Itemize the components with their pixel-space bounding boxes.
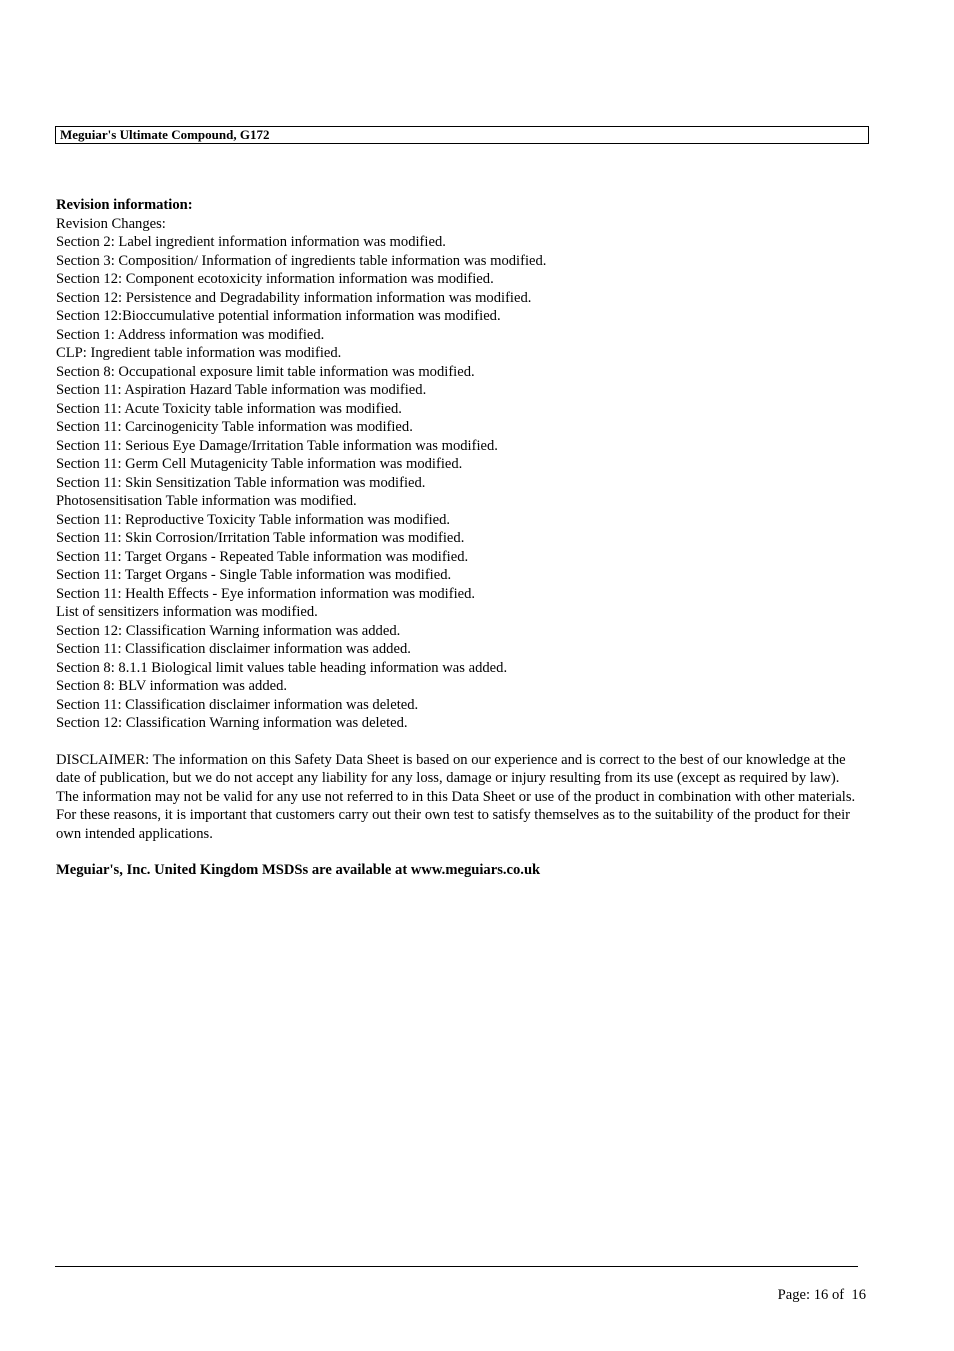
revision-change-item: Section 11: Carcinogenicity Table information was modified. bbox=[56, 419, 413, 435]
revision-change-item: Section 11: Target Organs - Single Table information was modified. bbox=[56, 567, 452, 583]
product-title: Meguiar's Ultimate Compound, G172 bbox=[60, 127, 270, 142]
revision-change-item: Section 12:Bioccumulative potential information information was modified. bbox=[56, 308, 501, 324]
revision-change-item: Section 11: Skin Corrosion/Irritation Table information was modified. bbox=[56, 530, 465, 546]
revision-change-item: Section 8: 8.1.1 Biological limit values table heading information was added. bbox=[56, 659, 508, 676]
footer-divider bbox=[55, 1266, 858, 1267]
revision-change-item: CLP: Ingredient table information was modified. bbox=[56, 345, 342, 361]
revision-subheading: Revision Changes: bbox=[56, 215, 166, 232]
revision-change-item: Section 12: Classification Warning information was added. bbox=[56, 622, 401, 639]
disclaimer-text: DISCLAIMER: The information on this Safety Data Sheet is based on our experience and is correct to the best of our knowledge at the date of publication, but we do not accept any liability for any loss, damage or injury resulting from its use (except as required by law). The information may not be valid for any use not referred to in this Data Sheet or use of the product in combination with other materials. For these reasons, it is important that customers carry out their own test to satisfy themselves as to the suitability of the product for their own intended applications. bbox=[56, 751, 856, 842]
revision-change-item: Section 11: Health Effects - Eye information information was modified. bbox=[56, 585, 476, 602]
revision-change-item: Section 11: Classification disclaimer information was added. bbox=[56, 641, 411, 657]
revision-change-list bbox=[56, 233, 856, 733]
product-title-box bbox=[55, 126, 869, 144]
revision-change-item: Section 11: Target Organs - Repeated Table information was modified. bbox=[56, 548, 469, 565]
revision-change-item: Section 11: Germ Cell Mutagenicity Table information was modified. bbox=[56, 456, 463, 472]
revision-change-item: Section 11: Acute Toxicity table information was modified. bbox=[56, 400, 402, 417]
revision-change-item: Section 8: BLV information was added. bbox=[56, 678, 288, 694]
revision-change-item: Section 3: Composition/ Information of ingredients table information was modified. bbox=[56, 252, 547, 269]
revision-change-item: Section 1: Address information was modified. bbox=[56, 326, 325, 343]
page-number: Page: 16 of 16 bbox=[777, 1287, 866, 1303]
revision-change-item: Section 11: Aspiration Hazard Table information was modified. bbox=[56, 382, 427, 398]
revision-change-item: Section 12: Classification Warning information was deleted. bbox=[56, 715, 408, 731]
revision-change-item: Section 11: Classification disclaimer information was deleted. bbox=[56, 696, 419, 713]
revision-change-item: List of sensitizers information was modified. bbox=[56, 604, 318, 620]
revision-change-item: Section 2: Label ingredient information information was modified. bbox=[56, 234, 446, 250]
document-body bbox=[56, 196, 856, 880]
revision-change-item: Section 12: Persistence and Degradability information information was modified. bbox=[56, 289, 532, 306]
revision-change-item: Section 12: Component ecotoxicity information information was modified. bbox=[56, 271, 494, 287]
revision-heading: Revision information: bbox=[56, 197, 193, 213]
revision-change-item: Section 11: Reproductive Toxicity Table information was modified. bbox=[56, 511, 451, 528]
revision-change-item: Section 8: Occupational exposure limit table information was modified. bbox=[56, 363, 475, 380]
revision-change-item: Section 11: Serious Eye Damage/Irritation Table information was modified. bbox=[56, 437, 498, 454]
revision-change-item: Section 11: Skin Sensitization Table information was modified. bbox=[56, 474, 426, 491]
revision-change-item: Photosensitisation Table information was modified. bbox=[56, 493, 357, 509]
msds-availability-note: Meguiar's, Inc. United Kingdom MSDSs are available at www.meguiars.co.uk bbox=[56, 862, 541, 878]
